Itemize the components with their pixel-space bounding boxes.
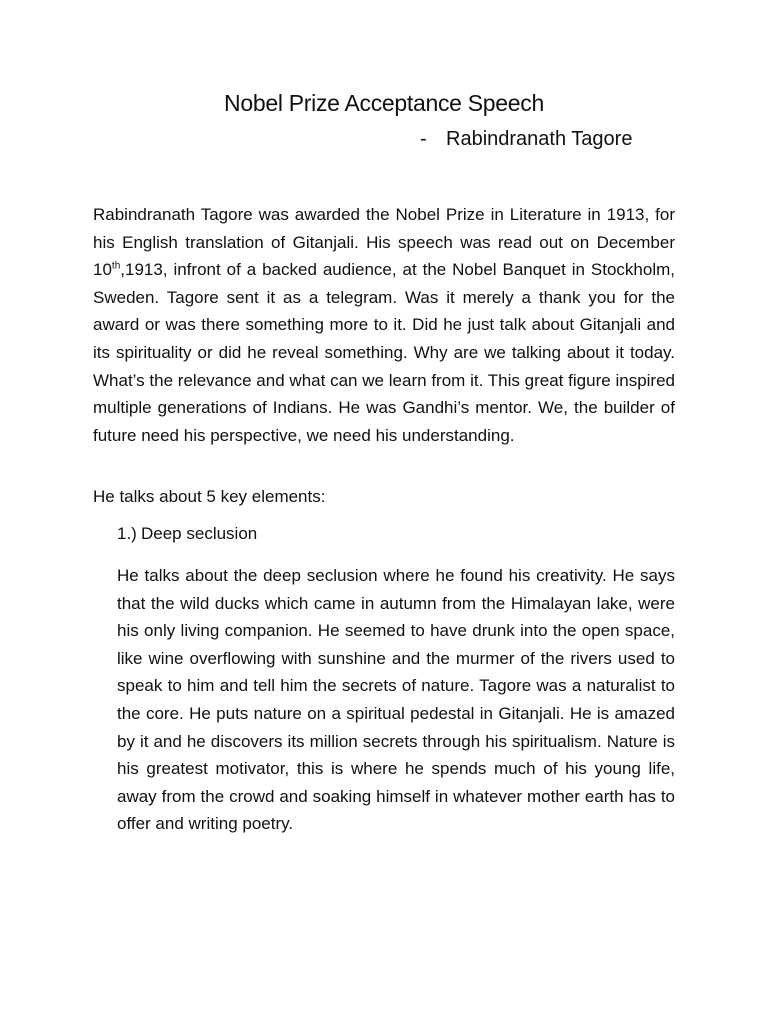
author-dash: - bbox=[420, 128, 427, 150]
author-name: Rabindranath Tagore bbox=[446, 128, 633, 150]
intro-text-part2: ,1913, infront of a backed audience, at the Nobel Banquet in Stockholm, Sweden. Tagore sent it as a telegram. Was it merely a thank you for the award or was there something more to it. Did he just talk about Gitanjali and its spirituality or did he reveal something. Why are we talking about it today. What’s the relevance and what can we learn from it. This great figure inspired multiple generations of Indians. He was Gandhi’s mentor. We, the builder of future need his perspective, we need his understanding. bbox=[93, 260, 675, 445]
list-item-heading bbox=[117, 524, 257, 544]
list-item-number: 1.) bbox=[117, 524, 137, 543]
intro-text-part1: Rabindranath Tagore was awarded the Nobel Prize in Literature in 1913, for his English translation of Gitanjali. His speech was read out on December 10 bbox=[93, 205, 675, 280]
date-superscript: th bbox=[111, 260, 121, 272]
intro-paragraph bbox=[93, 201, 675, 449]
author-line bbox=[420, 128, 632, 151]
list-item-paragraph: He talks about the deep seclusion where he found his creativity. He says that the wild ducks which came in autumn from the Himalayan lake, were his only living companion. He seemed to have drunk into the open space, like wine overflowing with sunshine and the murmer of the rivers used to speak to him and tell him the secrets of nature. Tagore was a naturalist to the core. He puts nature on a spiritual pedestal in Gitanjali. He is amazed by it and he discovers its million secrets through his spiritualism. Nature is his greatest motivator, this is where he spends much of his young life, away from the crowd and soaking himself in whatever mother earth has to offer and writing poetry. bbox=[117, 566, 675, 834]
key-elements-lead: He talks about 5 key elements: bbox=[93, 487, 326, 506]
document-title: Nobel Prize Acceptance Speech bbox=[224, 90, 544, 116]
list-item-heading-text: Deep seclusion bbox=[141, 524, 258, 543]
